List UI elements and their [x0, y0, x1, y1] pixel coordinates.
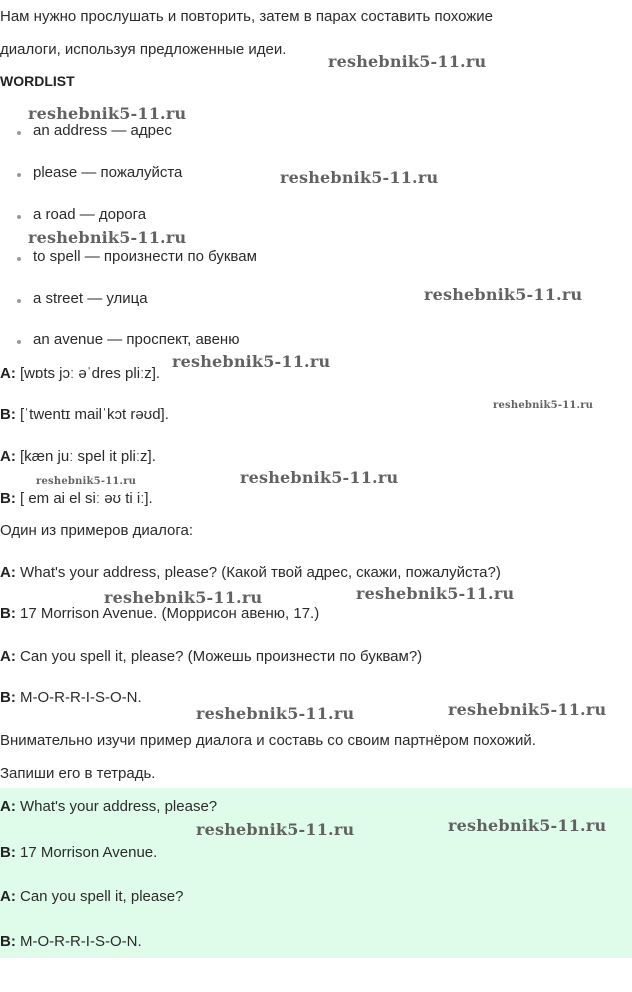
transcription-line [0, 406, 169, 423]
answer-line [0, 933, 142, 950]
task-line-2: Запиши его в тетрадь. [0, 765, 156, 782]
answer-line [0, 888, 183, 905]
speaker-label: A: [0, 365, 16, 382]
example-heading: Один из примеров диалога: [0, 522, 194, 539]
bullet-dot [17, 173, 21, 177]
watermark: reshebnik5-11.ru [104, 588, 263, 607]
speaker-label: A: [0, 648, 16, 665]
line-text: What's your address, please? (Какой твой адрес, скажи, пожалуйста?) [15, 564, 501, 581]
speaker-label: B: [0, 406, 16, 423]
list-item: a street — улица [33, 290, 148, 307]
line-text: Can you spell it, please? [15, 888, 184, 905]
list-item: an address — адрес [33, 122, 172, 139]
line-text: [wɒts jɔː əˈdres pliːz]. [15, 365, 161, 382]
line-text: M-O-R-R-I-S-O-N. [15, 689, 142, 706]
bullet-dot [17, 340, 21, 344]
watermark: reshebnik5-11.ru [356, 584, 515, 603]
bullet-dot [17, 215, 21, 219]
watermark: reshebnik5-11.ru [493, 400, 594, 411]
watermark: reshebnik5-11.ru [28, 104, 187, 123]
line-text: What's your address, please? [15, 798, 218, 815]
watermark: reshebnik5-11.ru [424, 285, 583, 304]
watermark: reshebnik5-11.ru [172, 352, 331, 371]
bullet-dot [17, 131, 21, 135]
watermark: reshebnik5-11.ru [196, 820, 355, 839]
list-item: to spell — произнести по буквам [33, 248, 257, 265]
watermark: reshebnik5-11.ru [280, 168, 439, 187]
speaker-label: A: [0, 798, 16, 815]
speaker-label: B: [0, 490, 16, 507]
watermark: reshebnik5-11.ru [28, 228, 187, 247]
speaker-label: B: [0, 605, 16, 622]
watermark: reshebnik5-11.ru [328, 52, 487, 71]
speaker-label: A: [0, 448, 16, 465]
watermark: reshebnik5-11.ru [36, 476, 137, 487]
dialog-line [0, 605, 319, 622]
watermark: reshebnik5-11.ru [448, 816, 607, 835]
list-item: a road — дорога [33, 206, 147, 223]
task-line-1: Внимательно изучи пример диалога и составь со своим партнёром похожий. [0, 732, 536, 749]
watermark: reshebnik5-11.ru [196, 704, 355, 723]
transcription-line [0, 448, 156, 465]
answer-line [0, 844, 157, 861]
speaker-label: A: [0, 564, 16, 581]
line-text: M-O-R-R-I-S-O-N. [15, 933, 142, 950]
dialog-line [0, 564, 501, 581]
speaker-label: A: [0, 888, 16, 905]
intro-line-1: Нам нужно прослушать и повторить, затем в парах составить похожие [0, 8, 494, 25]
speaker-label: B: [0, 844, 16, 861]
answer-line [0, 798, 217, 815]
intro-line-2: диалоги, используя предложенные идеи. [0, 41, 287, 58]
bullet-dot [17, 257, 21, 261]
line-text: 17 Morrison Avenue. [15, 844, 158, 861]
line-text: 17 Morrison Avenue. (Моррисон авеню, 17.) [15, 605, 320, 622]
line-text: [ˈtwentɪ mailˈkɔt rəʊd]. [15, 406, 169, 423]
transcription-line [0, 490, 153, 507]
line-text: [kæn juː spel it pliːz]. [15, 448, 156, 465]
watermark: reshebnik5-11.ru [448, 700, 607, 719]
list-item: an avenue — проспект, авеню [33, 331, 240, 348]
dialog-line [0, 689, 142, 706]
line-text: Can you spell it, please? (Можешь произнести по буквам?) [15, 648, 423, 665]
bullet-dot [17, 299, 21, 303]
transcription-line [0, 365, 160, 382]
list-item: please — пожалуйста [33, 164, 183, 181]
dialog-line [0, 648, 422, 665]
speaker-label: B: [0, 933, 16, 950]
wordlist-heading: WORDLIST [0, 73, 75, 89]
line-text: [ em ai el siː əʊ ti iː]. [15, 490, 153, 507]
watermark: reshebnik5-11.ru [240, 468, 399, 487]
speaker-label: B: [0, 689, 16, 706]
